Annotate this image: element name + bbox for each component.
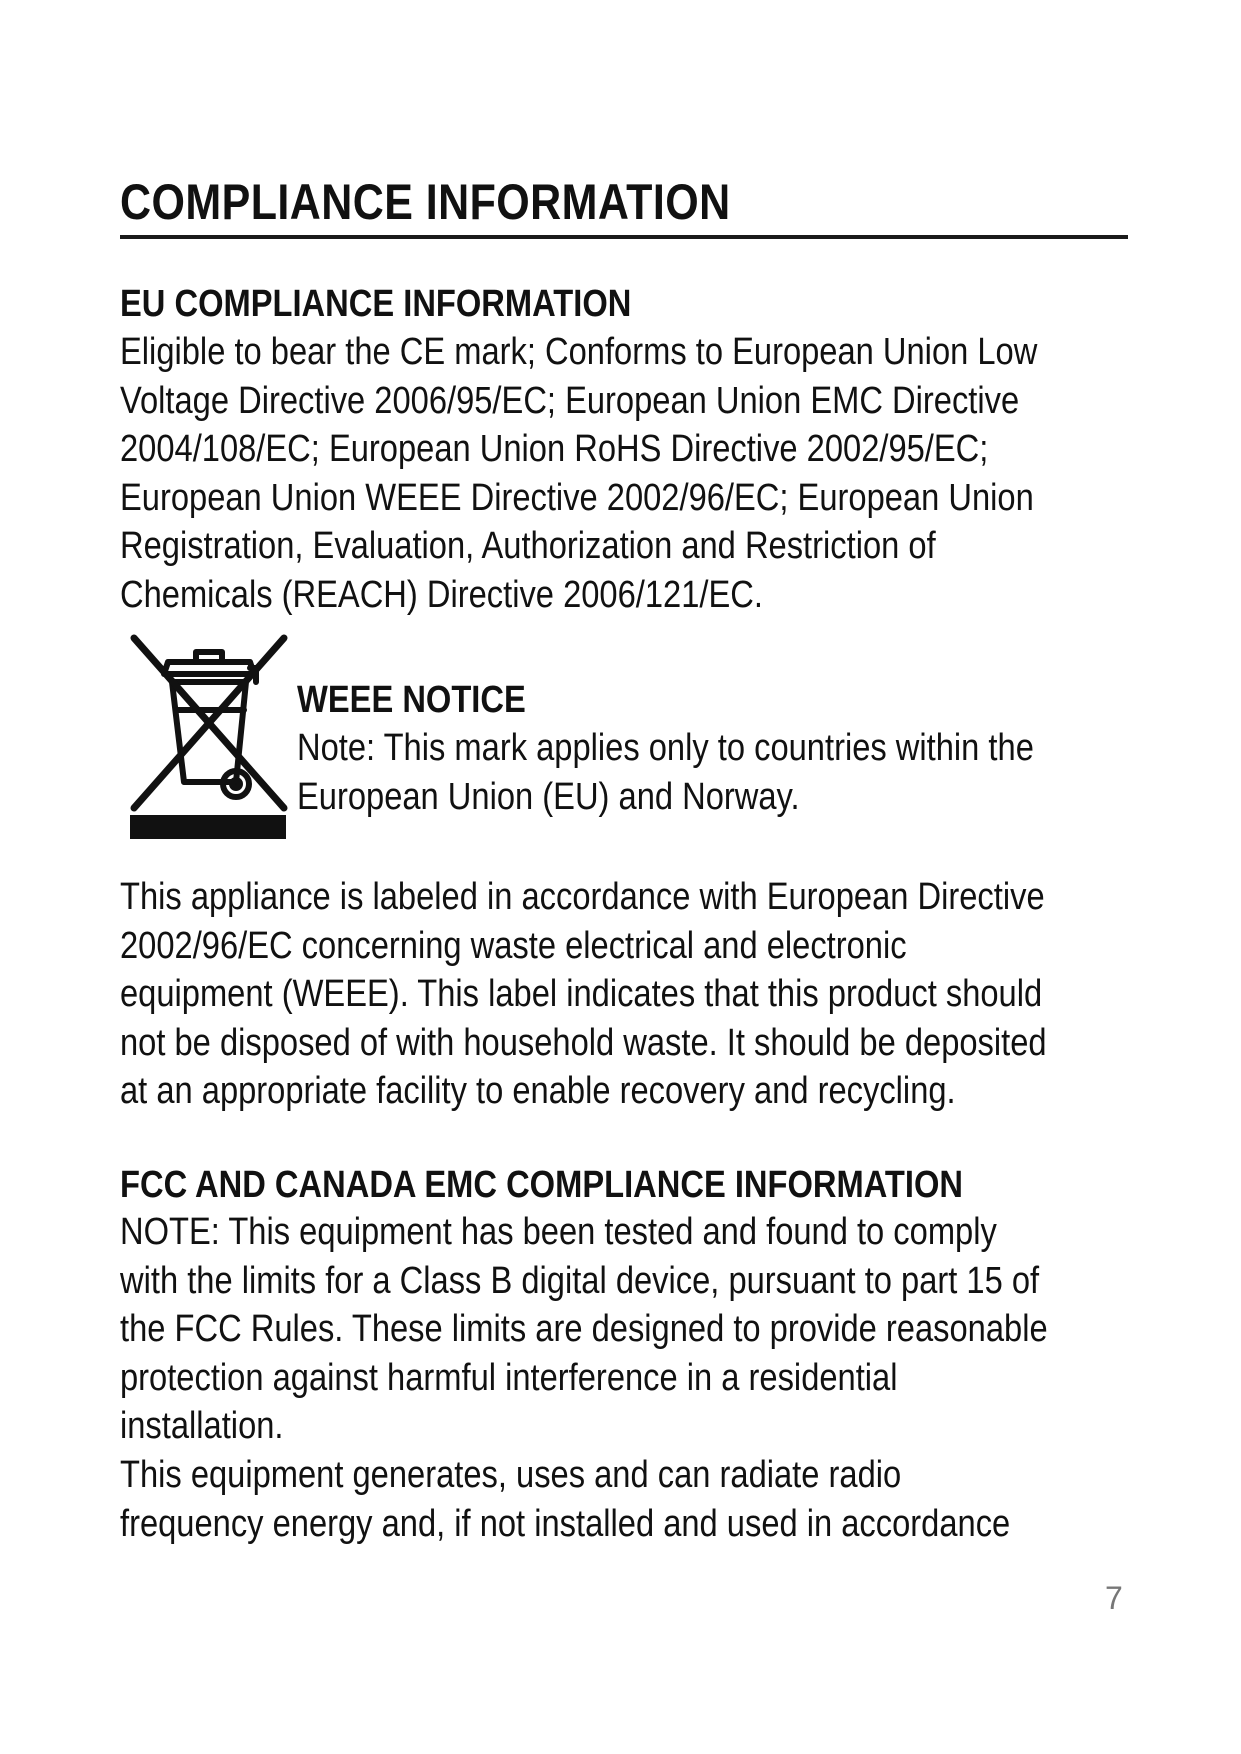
eu-compliance-heading: EU COMPLIANCE INFORMATION <box>120 283 632 325</box>
eu-text-line: European Union WEEE Directive 2002/96/EC; European Union <box>120 476 1034 519</box>
weee-notice-heading: WEEE NOTICE <box>297 679 526 721</box>
weee-note-line: Note: This mark applies only to countries within the <box>297 727 1034 769</box>
weee-body-line: at an appropriate facility to enable recovery and recycling. <box>120 1070 956 1113</box>
fcc-text-line: This equipment generates, uses and can radiate radio <box>120 1453 902 1496</box>
eu-text-line: Voltage Directive 2006/95/EC; European Union EMC Directive <box>120 379 1020 422</box>
weee-body-line: not be disposed of with household waste. It should be deposited <box>120 1021 1047 1064</box>
weee-notice-text <box>297 724 1034 821</box>
fcc-text-line: installation. <box>120 1405 284 1448</box>
page-title: COMPLIANCE INFORMATION <box>120 174 731 230</box>
fcc-text-line: NOTE: This equipment has been tested and found to comply <box>120 1211 997 1253</box>
weee-body-text <box>120 873 1047 1116</box>
crossed-out-wheelie-bin-icon <box>128 632 290 844</box>
weee-body-line: equipment (WEEE). This label indicates that this product should <box>120 973 1043 1016</box>
fcc-text-line: frequency energy and, if not installed and used in accordance <box>120 1502 1011 1545</box>
fcc-text-line: the FCC Rules. These limits are designed to provide reasonable <box>120 1308 1048 1351</box>
fcc-text-line: with the limits for a Class B digital device, pursuant to part 15 of <box>120 1259 1040 1302</box>
fcc-text-line: protection against harmful interference in a residential <box>120 1356 898 1399</box>
eu-text-line: 2004/108/EC; European Union RoHS Directive 2002/95/EC; <box>120 428 989 471</box>
title-divider <box>120 235 1128 239</box>
fcc-compliance-heading: FCC AND CANADA EMC COMPLIANCE INFORMATION <box>120 1164 963 1206</box>
eu-text-line: Chemicals (REACH) Directive 2006/121/EC. <box>120 573 763 616</box>
weee-body-line: 2002/96/EC concerning waste electrical and electronic <box>120 924 907 967</box>
weee-body-line: This appliance is labeled in accordance with European Directive <box>120 876 1045 918</box>
eu-text-line: Registration, Evaluation, Authorization and Restriction of <box>120 525 936 568</box>
weee-note-line: European Union (EU) and Norway. <box>297 775 800 818</box>
eu-text-line: Eligible to bear the CE mark; Conforms to European Union Low <box>120 331 1038 373</box>
page-number: 7 <box>1105 1580 1123 1616</box>
fcc-compliance-text <box>120 1208 1048 1548</box>
eu-compliance-text <box>120 328 1037 620</box>
